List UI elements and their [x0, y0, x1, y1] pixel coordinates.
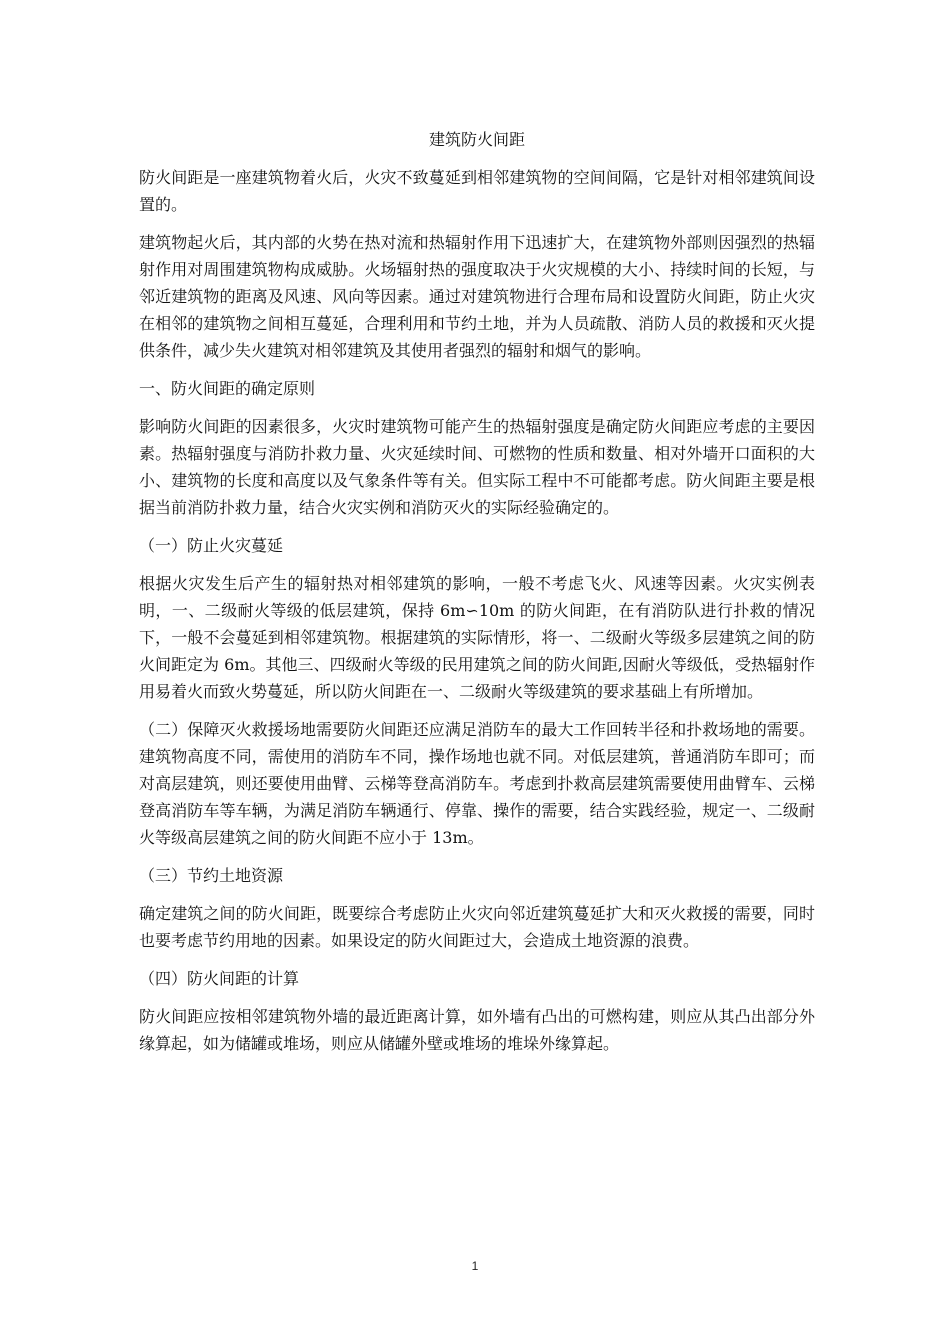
subheading-save-land: （三）节约土地资源	[139, 866, 284, 885]
document-title: 建筑防火间距	[428, 130, 525, 149]
paragraph-factors: 影响防火间距的因素很多，火灾时建筑物可能产生的热辐射强度是确定防火间距应考虑的主要因素。热辐射强度与消防扑救力量、火灾延续时间、可燃物的性质和数量、相对外墙开口面积的大小、建筑物的长度和高度以及气象条件等有关。但实际工程中不可能都考虑。防火间距主要是根据当前消防扑救力量，结合火灾实例和消防灭火的实际经验确定的。	[139, 417, 815, 517]
paragraph-purpose: 建筑物起火后，其内部的火势在热对流和热辐射作用下迅速扩大，在建筑物外部则因强烈的热辐射作用对周围建筑物构成威胁。火场辐射热的强度取决于火灾规模的大小、持续时间的长短，与邻近建筑物的距离及风速、风向等因素。通过对建筑物进行合理布局和设置防火间距，防止火灾在相邻的建筑物之间相互蔓延，合理利用和节约土地，并为人员疏散、消防人员的救援和灭火提供条件，减少失火建筑对相邻建筑及其使用者强烈的辐射和烟气的影响。	[139, 233, 815, 360]
subheading-calculation: （四）防火间距的计算	[139, 969, 300, 988]
paragraph-prevent-spread: 根据火灾发生后产生的辐射热对相邻建筑的影响，一般不考虑飞火、风速等因素。火灾实例表明，一、二级耐火等级的低层建筑，保持 6m∽10m 的防火间距，在有消防队进行扑救的情况下，一般不会蔓延到相邻建筑物。根据建筑的实际情形，将一、二级耐火等级多层建筑之间的防火间距定为 6m。其他三、四级耐火等级的民用建筑之间的防火间距,因耐火等级低，受热辐射作用易着火而致火势蔓延，所以防火间距在一、二级耐火等级建筑的要求基础上有所增加。	[139, 574, 815, 701]
paragraph-calculation: 防火间距应按相邻建筑物外墙的最近距离计算，如外墙有凸出的可燃构建，则应从其凸出部分外缘算起，如为储罐或堆场，则应从储罐外壁或堆场的堆垛外缘算起。	[139, 1007, 815, 1053]
section-heading-principles: 一、防火间距的确定原则	[139, 379, 316, 398]
document-body	[139, 128, 815, 1068]
subheading-prevent-spread: （一）防止火灾蔓延	[139, 536, 284, 555]
paragraph-rescue-site: （二）保障灭火救援场地需要防火间距还应满足消防车的最大工作回转半径和扑救场地的需要。建筑物高度不同，需使用的消防车不同，操作场地也就不同。对低层建筑，普通消防车即可；而对高层建筑，则还要使用曲臂、云梯等登高消防车。考虑到扑救高层建筑需要使用曲臂车、云梯登高消防车等车辆，为满足消防车辆通行、停靠、操作的需要，结合实践经验，规定一、二级耐火等级高层建筑之间的防火间距不应小于 13m。	[139, 720, 815, 847]
paragraph-definition: 防火间距是一座建筑物着火后，火灾不致蔓延到相邻建筑物的空间间隔，它是针对相邻建筑间设置的。	[139, 168, 815, 214]
paragraph-save-land: 确定建筑之间的防火间距，既要综合考虑防止火灾向邻近建筑蔓延扩大和灭火救援的需要，同时也要考虑节约用地的因素。如果设定的防火间距过大，会造成土地资源的浪费。	[139, 904, 815, 950]
page-number: 1	[471, 1259, 479, 1273]
